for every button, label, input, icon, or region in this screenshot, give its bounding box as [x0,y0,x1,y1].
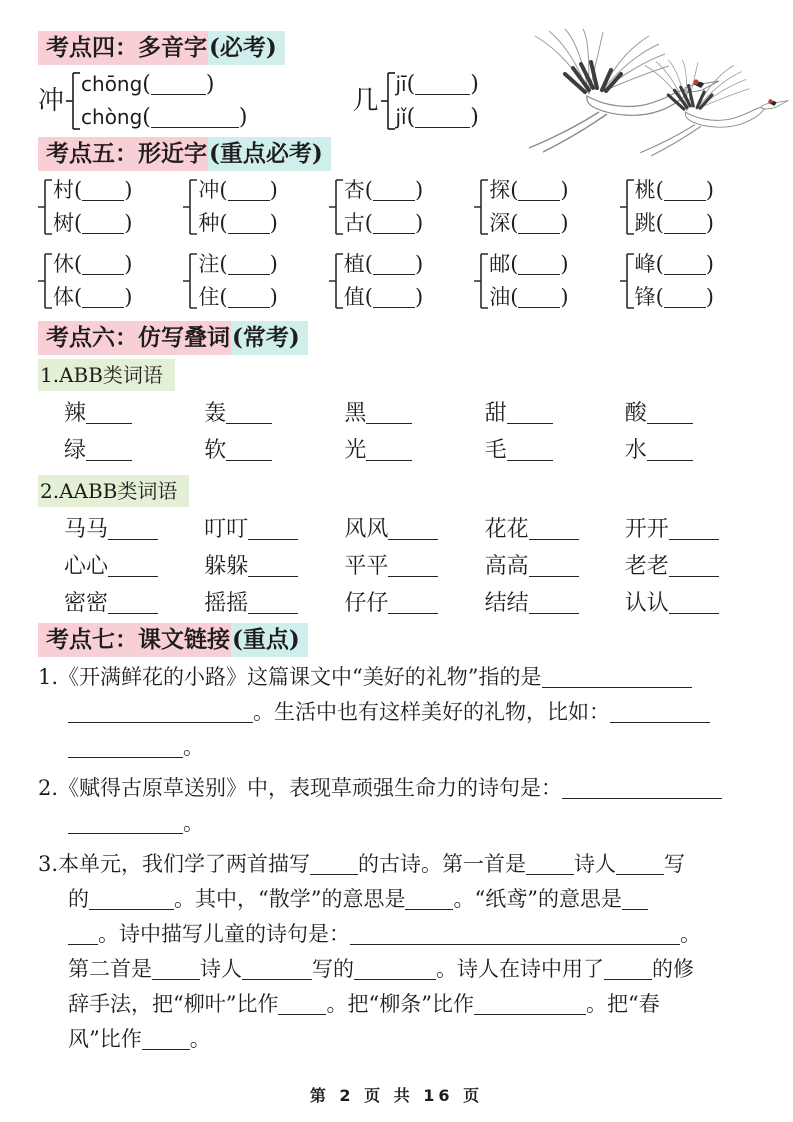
confusable-pair [329,248,474,314]
paren-close: ) [415,251,424,276]
word-character: 老老 [624,554,669,580]
brace-icon [620,175,635,239]
text-run: 。把“柳条”比作 [326,992,474,1016]
paren-open: ( [142,71,151,97]
answer-blank[interactable] [278,994,326,1015]
text-run: 诗人 [574,852,617,876]
answer-blank[interactable] [405,889,453,910]
text-line [38,1022,765,1057]
paren-open: ( [510,251,519,276]
section-heading-six [38,324,765,353]
heading-tag: (重点) [231,623,308,657]
text-line [38,730,765,765]
paren-close: ) [124,210,133,235]
word-character: 花花 [484,517,529,543]
word-item [625,432,765,469]
answer-blank[interactable] [151,73,206,95]
brace-icon [474,249,489,313]
answer-blank[interactable] [228,254,270,275]
paren-close: ) [269,251,278,276]
answer-blank[interactable] [604,959,652,980]
word-character: 开开 [624,517,669,543]
confusable-pair [183,248,328,314]
pair-character: 种 [198,210,220,235]
answer-blank[interactable] [647,439,693,461]
section-heading-seven [38,626,765,655]
pinyin-row [396,101,479,134]
answer-blank[interactable] [388,555,438,577]
answer-blank[interactable] [507,439,553,461]
paren-open: ( [510,284,519,309]
pair-character: 体 [53,284,74,309]
answer-blank[interactable] [228,180,270,201]
paragraph [38,771,765,841]
brace-icon [183,175,198,239]
abb-word-grid [38,395,765,469]
word-character: 躲躲 [204,554,249,580]
pair-character: 杏 [343,177,365,202]
text-run: 1.《开满鲜花的小路》这篇课文中“美好的礼物”指的是 [38,665,542,689]
paren-close: ) [415,284,424,309]
pair-character: 跳 [634,210,656,235]
word-character: 水 [624,438,647,464]
answer-blank[interactable] [248,518,298,540]
text-run: 。生活中也有这样美好的礼物，比如： [253,700,610,724]
confusable-pair [38,174,183,240]
word-character: 黑 [344,401,367,427]
paren-open: ( [219,177,228,202]
pair-character: 值 [343,284,365,309]
brace-icon [38,249,53,313]
answer-blank[interactable] [108,592,158,614]
answer-blank[interactable] [68,924,98,945]
pinyin-row [81,101,247,134]
answer-blank[interactable] [226,439,272,461]
answer-blank[interactable] [310,854,358,875]
confusable-pair [183,174,328,240]
pair-character: 古 [343,210,365,235]
polyphone-character: 几 [352,85,379,116]
word-character: 绿 [64,438,87,464]
paren-close: ) [124,177,133,202]
word-character: 认认 [624,591,669,617]
answer-blank[interactable] [664,180,706,201]
text-run: 辞手法，把“柳叶”比作 [68,992,279,1016]
confusable-pair [620,248,765,314]
answer-blank[interactable] [142,1029,190,1050]
answer-blank[interactable] [108,518,158,540]
word-character: 马马 [64,517,109,543]
paren-close: ) [560,177,569,202]
confusable-pair [38,248,183,314]
paren-close: ) [124,251,133,276]
brace-icon [329,249,344,313]
word-character: 毛 [484,438,507,464]
answer-blank[interactable] [82,287,124,308]
pair-character: 峰 [634,251,656,276]
word-item [344,395,484,432]
word-item [64,511,204,548]
answer-blank[interactable] [388,518,438,540]
text-line [38,882,765,917]
confusable-pair [474,174,619,240]
text-run: 的修 [652,957,694,981]
paren-open: ( [510,177,519,202]
word-character: 酸 [624,401,647,427]
paren-close: ) [269,210,278,235]
confusable-pair [474,248,619,314]
word-item [64,548,204,585]
paren-close: ) [705,177,714,202]
answer-blank[interactable] [610,702,710,723]
answer-blank[interactable] [518,254,560,275]
polyphone-group [352,68,478,134]
paren-close: ) [124,284,133,309]
answer-blank[interactable] [373,254,415,275]
polyphone-character: 冲 [38,85,65,116]
word-item [344,432,484,469]
word-item [64,585,204,622]
word-character: 软 [204,438,227,464]
text-line [38,806,765,841]
answer-blank[interactable] [373,287,415,308]
polyphone-group [38,68,247,134]
text-line [38,987,765,1022]
pair-character: 村 [53,177,74,202]
text-run: 写 [664,852,686,876]
aabb-word-grid [38,511,765,622]
pair-character: 探 [489,177,511,202]
text-run: 。 [189,1027,211,1051]
answer-blank[interactable] [248,592,298,614]
answer-blank[interactable] [373,180,415,201]
word-item [344,548,484,585]
paren-open: ( [655,210,664,235]
word-item [204,548,344,585]
text-run: 。把“春 [585,992,660,1016]
pair-character: 冲 [198,177,220,202]
answer-blank[interactable] [82,213,124,234]
text-run: 第二首是 [68,957,152,981]
paren-open: ( [655,251,664,276]
paren-close: ) [470,71,479,97]
paren-close: ) [705,210,714,235]
paren-close: ) [705,284,714,309]
aabb-label: 2.AABB类词语 [38,475,189,507]
answer-blank[interactable] [616,854,664,875]
word-character: 叮叮 [204,517,249,543]
paragraph [38,847,765,1057]
word-item [485,511,625,548]
pinyin-row [81,68,247,101]
paren-open: ( [219,251,228,276]
paren-close: ) [205,71,215,97]
paren-close: ) [470,104,479,130]
answer-blank[interactable] [82,180,124,201]
answer-blank[interactable] [226,402,272,424]
answer-blank[interactable] [82,254,124,275]
brace-icon [329,175,344,239]
brace-icon [65,68,81,134]
paren-open: ( [74,177,83,202]
answer-blank[interactable] [151,106,239,128]
brace-icon [474,175,489,239]
brace-icon [183,249,198,313]
paren-open: ( [364,284,373,309]
confusable-pairs-grid [38,174,765,314]
pinyin-label: jǐ [395,104,407,129]
pinyin-label: jī [395,71,407,96]
word-character: 结结 [484,591,529,617]
word-character: 高高 [484,554,529,580]
paren-open: ( [74,210,83,235]
answer-blank[interactable] [86,402,132,424]
heading-text: 考点四：多音字 [38,31,208,65]
answer-blank[interactable] [228,213,270,234]
answer-blank[interactable] [529,592,579,614]
answer-blank[interactable] [415,73,470,95]
text-run: 。“纸鸢”的意思是 [453,887,622,911]
answer-blank[interactable] [518,287,560,308]
answer-blank[interactable] [242,959,312,980]
answer-blank[interactable] [86,439,132,461]
answer-blank[interactable] [622,889,648,910]
paren-close: ) [560,251,569,276]
brace-icon [380,68,396,134]
paren-open: ( [364,251,373,276]
word-character: 心心 [64,554,109,580]
text-run: 。 [680,922,701,946]
paren-open: ( [364,177,373,202]
answer-blank[interactable] [152,959,200,980]
brace-icon [38,175,53,239]
text-run: 。诗中描写儿童的诗句是： [98,922,350,946]
paren-close: ) [705,251,714,276]
paren-close: ) [415,177,424,202]
text-run: 2.《赋得古原草送别》中，表现草顽强生命力的诗句是： [38,776,563,800]
word-item [485,432,625,469]
answer-blank[interactable] [68,737,183,758]
answer-blank[interactable] [518,180,560,201]
answer-blank[interactable] [228,287,270,308]
heading-tag: (常考) [231,321,308,355]
word-item [344,585,484,622]
answer-blank[interactable] [669,518,719,540]
text-line [38,695,765,730]
heading-text: 考点五：形近字 [38,137,208,171]
answer-blank[interactable] [68,702,253,723]
answer-blank[interactable] [669,555,719,577]
answer-blank[interactable] [350,924,680,945]
answer-blank[interactable] [542,667,692,688]
word-character: 轰 [204,401,227,427]
confusable-pair [329,174,474,240]
text-line [38,771,765,806]
pair-character: 植 [343,251,365,276]
word-item [344,511,484,548]
word-character: 密密 [64,591,109,617]
word-item [625,395,765,432]
paren-close: ) [415,210,424,235]
word-character: 甜 [484,401,507,427]
paren-close: ) [238,104,248,130]
answer-blank[interactable] [664,287,706,308]
answer-blank[interactable] [373,213,415,234]
paren-close: ) [560,284,569,309]
brace-icon [620,249,635,313]
answer-blank[interactable] [388,592,438,614]
paren-open: ( [74,251,83,276]
pair-character: 注 [198,251,220,276]
paren-open: ( [142,104,151,130]
pair-character: 锋 [634,284,656,309]
word-item [625,511,765,548]
pair-character: 休 [53,251,74,276]
answer-blank[interactable] [248,555,298,577]
text-run: 诗人 [200,957,242,981]
answer-blank[interactable] [529,555,579,577]
answer-blank[interactable] [366,402,412,424]
abb-label: 1.ABB类词语 [38,359,175,391]
text-run: 。 [183,811,204,835]
paren-open: ( [655,177,664,202]
confusable-pair [620,174,765,240]
answer-blank[interactable] [108,555,158,577]
answer-blank[interactable] [669,592,719,614]
answer-blank[interactable] [526,854,574,875]
word-item [64,432,204,469]
word-item [204,585,344,622]
cranes-illustration [489,24,789,164]
answer-blank[interactable] [529,518,579,540]
heading-text: 考点六：仿写叠词 [38,321,231,355]
text-line [38,847,765,882]
paren-close: ) [269,177,278,202]
word-character: 仔仔 [344,591,389,617]
answer-blank[interactable] [415,106,470,128]
word-item [625,548,765,585]
answer-blank[interactable] [89,889,174,910]
answer-blank[interactable] [647,402,693,424]
paragraph [38,660,765,765]
pair-character: 深 [489,210,511,235]
paren-open: ( [364,210,373,235]
word-item [485,585,625,622]
pair-character: 油 [489,284,511,309]
heading-tag: (必考) [208,31,285,65]
word-item [204,395,344,432]
word-character: 平平 [344,554,389,580]
paren-open: ( [219,284,228,309]
heading-text: 考点七：课文链接 [38,623,231,657]
text-run: 风”比作 [68,1027,142,1051]
page-footer: 第 2 页 共 16 页 [309,1086,484,1105]
answer-blank[interactable] [507,402,553,424]
pair-character: 桃 [634,177,656,202]
answer-blank[interactable] [68,813,183,834]
text-run: 的古诗。第一首是 [358,852,527,876]
text-line [38,917,765,952]
pair-character: 邮 [489,251,511,276]
pair-character: 树 [53,210,74,235]
text-run: 的 [68,887,89,911]
paren-open: ( [510,210,519,235]
paren-open: ( [74,284,83,309]
answer-blank[interactable] [562,778,722,799]
paren-open: ( [406,71,416,97]
paren-close: ) [560,210,569,235]
paren-open: ( [219,210,228,235]
word-item [204,511,344,548]
word-item [485,548,625,585]
text-run: 。 [183,735,204,759]
answer-blank[interactable] [366,439,412,461]
answer-blank[interactable] [354,959,436,980]
paren-open: ( [406,104,416,130]
text-link-section [38,660,765,1057]
paren-open: ( [655,284,664,309]
word-item [485,395,625,432]
pinyin-label: chòng [81,104,143,129]
word-character: 摇摇 [204,591,249,617]
answer-blank[interactable] [664,213,706,234]
text-line [38,660,765,695]
heading-tag: (重点必考) [208,137,331,171]
word-item [64,395,204,432]
word-character: 光 [344,438,367,464]
text-line [38,952,765,987]
text-run: 。诗人在诗中用了 [436,957,604,981]
text-run: 。其中，“散学”的意思是 [174,887,406,911]
word-character: 辣 [64,401,87,427]
text-run: 3.本单元，我们学了两首描写 [38,852,311,876]
text-run: 写的 [312,957,354,981]
pair-character: 住 [198,284,220,309]
answer-blank[interactable] [518,213,560,234]
answer-blank[interactable] [474,994,586,1015]
pinyin-label: chōng [81,71,143,96]
word-item [204,432,344,469]
answer-blank[interactable] [664,254,706,275]
paren-close: ) [269,284,278,309]
word-character: 风风 [344,517,389,543]
pinyin-row [396,68,479,101]
word-item [625,585,765,622]
